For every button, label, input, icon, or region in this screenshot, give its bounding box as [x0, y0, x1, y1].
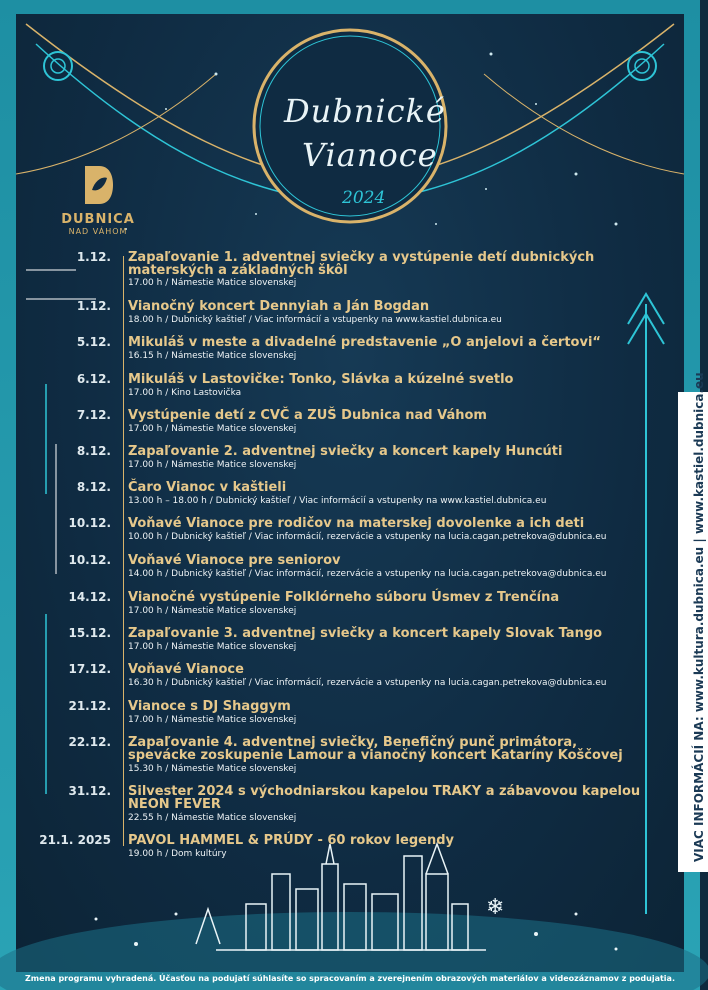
event-title: Vianoce s DJ Shaggym	[128, 699, 291, 714]
event-title: Silvester 2024 s východniarskou kapelou TRAKY a zábavovou kapelou NEON FEVER	[128, 784, 641, 812]
svg-text:❄: ❄	[486, 895, 505, 920]
event-details: 16.30 h / Dubnický kaštieľ / Viac informácií, rezervácie a vstupenky na lucia.cagan.petrekova@dubnica.eu	[128, 678, 607, 688]
event-date: 22.12.	[68, 735, 111, 749]
event-title: Zapaľovanie 2. adventnej sviečky a koncert kapely Huncúti	[128, 444, 563, 459]
event-title: Voňavé Vianoce pre seniorov	[128, 553, 341, 568]
event-date: 7.12.	[76, 408, 111, 422]
event-details: 19.00 h / Dom kultúry	[128, 849, 227, 859]
event-title: Čaro Vianoc v kaštieli	[128, 480, 287, 495]
event-details: 15.30 h / Námestie Matice slovenskej	[128, 764, 297, 774]
poster-title-line2: Vianoce	[302, 136, 438, 174]
event-date: 8.12.	[76, 444, 111, 458]
side-info-links[interactable]: VIAC INFORMÁCIÍ NA: www.kultura.dubnica.eu | www.kastiel.dubnica.eu	[692, 372, 706, 862]
dubnica-logo	[50, 164, 146, 236]
poster-title-line1: Dubnické	[284, 92, 446, 130]
event-title: Zapaľovanie 3. adventnej sviečky a koncert kapely Slovak Tango	[128, 626, 603, 641]
event-details: 17.00 h / Námestie Matice slovenskej	[128, 278, 297, 288]
event-date: 31.12.	[68, 784, 111, 798]
event-title: Voňavé Vianoce	[128, 662, 244, 677]
event-details: 13.00 h – 18.00 h / Dubnický kaštieľ / Viac informácií a vstupenky na www.kastiel.dubnica.eu	[128, 496, 547, 506]
event-title: Mikuláš v Lastovičke: Tonko, Slávka a kúzelné svetlo	[128, 372, 514, 387]
event-date: 17.12.	[68, 662, 111, 676]
event-details: 16.15 h / Námestie Matice slovenskej	[128, 351, 297, 361]
event-date: 8.12.	[76, 480, 111, 494]
event-details: 17.00 h / Námestie Matice slovenskej	[128, 460, 297, 470]
event-title: Vystúpenie detí z CVČ a ZUŠ Dubnica nad Váhom	[128, 408, 487, 423]
event-title: Vianočný koncert Dennyiah a Ján Bogdan	[128, 299, 430, 314]
dubnica-leaf-icon	[81, 164, 115, 206]
brand-name: DUBNICA	[61, 212, 135, 227]
event-date: 14.12.	[68, 590, 111, 604]
event-date: 1.12.	[76, 250, 111, 264]
event-title: Voňavé Vianoce pre rodičov na materskej dovolenke a ich deti	[128, 516, 585, 531]
event-title: Vianočné vystúpenie Folklórneho súboru Úsmev z Trenčína	[128, 590, 560, 605]
poster-panel	[16, 14, 706, 972]
event-date: 10.12.	[68, 516, 111, 530]
event-date: 6.12.	[76, 372, 111, 386]
footer-disclaimer: Zmena programu vyhradená. Účasťou na podujatí súhlasíte so spracovaním a zverejnením obrazových materiálov a videozáznamov z podujatia.	[25, 974, 675, 983]
event-date: 10.12.	[68, 553, 111, 567]
event-date: 15.12.	[68, 626, 111, 640]
event-details: 17.00 h / Námestie Matice slovenskej	[128, 424, 297, 434]
event-details: 17.00 h / Kino Lastovička	[128, 388, 242, 398]
event-title: PAVOL HAMMEL & PRÚDY - 60 rokov legendy	[128, 833, 454, 848]
event-details: 17.00 h / Námestie Matice slovenskej	[128, 642, 297, 652]
event-date: 5.12.	[76, 335, 111, 349]
event-details: 17.00 h / Námestie Matice slovenskej	[128, 715, 297, 725]
event-details: 10.00 h / Dubnický kaštieľ / Viac informácií, rezervácie a vstupenky na lucia.cagan.petrekova@dubnica.eu	[128, 532, 607, 542]
event-details: 18.00 h / Dubnický kaštieľ / Viac informácií a vstupenky na www.kastiel.dubnica.eu	[128, 315, 502, 325]
poster-year: 2024	[342, 188, 386, 208]
event-date: 1.12.	[76, 299, 111, 313]
event-date: 21.12.	[68, 699, 111, 713]
brand-subtitle: NAD VÁHOM	[68, 227, 128, 236]
event-title: Zapaľovanie 4. adventnej sviečky, Benefičný punč primátora, spevácke zoskupenie Lamour a vianočný koncert Kataríny Koščovej	[128, 735, 623, 763]
event-title: Zapaľovanie 1. adventnej sviečky a vystúpenie detí dubnických materských a základných škôl	[128, 250, 595, 278]
event-details: 14.00 h / Dubnický kaštieľ / Viac informácií, rezervácie a vstupenky na lucia.cagan.petrekova@dubnica.eu	[128, 569, 607, 579]
timeline-line	[123, 256, 124, 846]
event-details: 17.00 h / Námestie Matice slovenskej	[128, 606, 297, 616]
event-date: 21.1. 2025	[39, 833, 111, 847]
side-info-strip	[678, 372, 708, 872]
event-details: 22.55 h / Námestie Matice slovenskej	[128, 813, 297, 823]
event-title: Mikuláš v meste a divadelné predstavenie „O anjelovi a čertovi“	[128, 335, 601, 350]
